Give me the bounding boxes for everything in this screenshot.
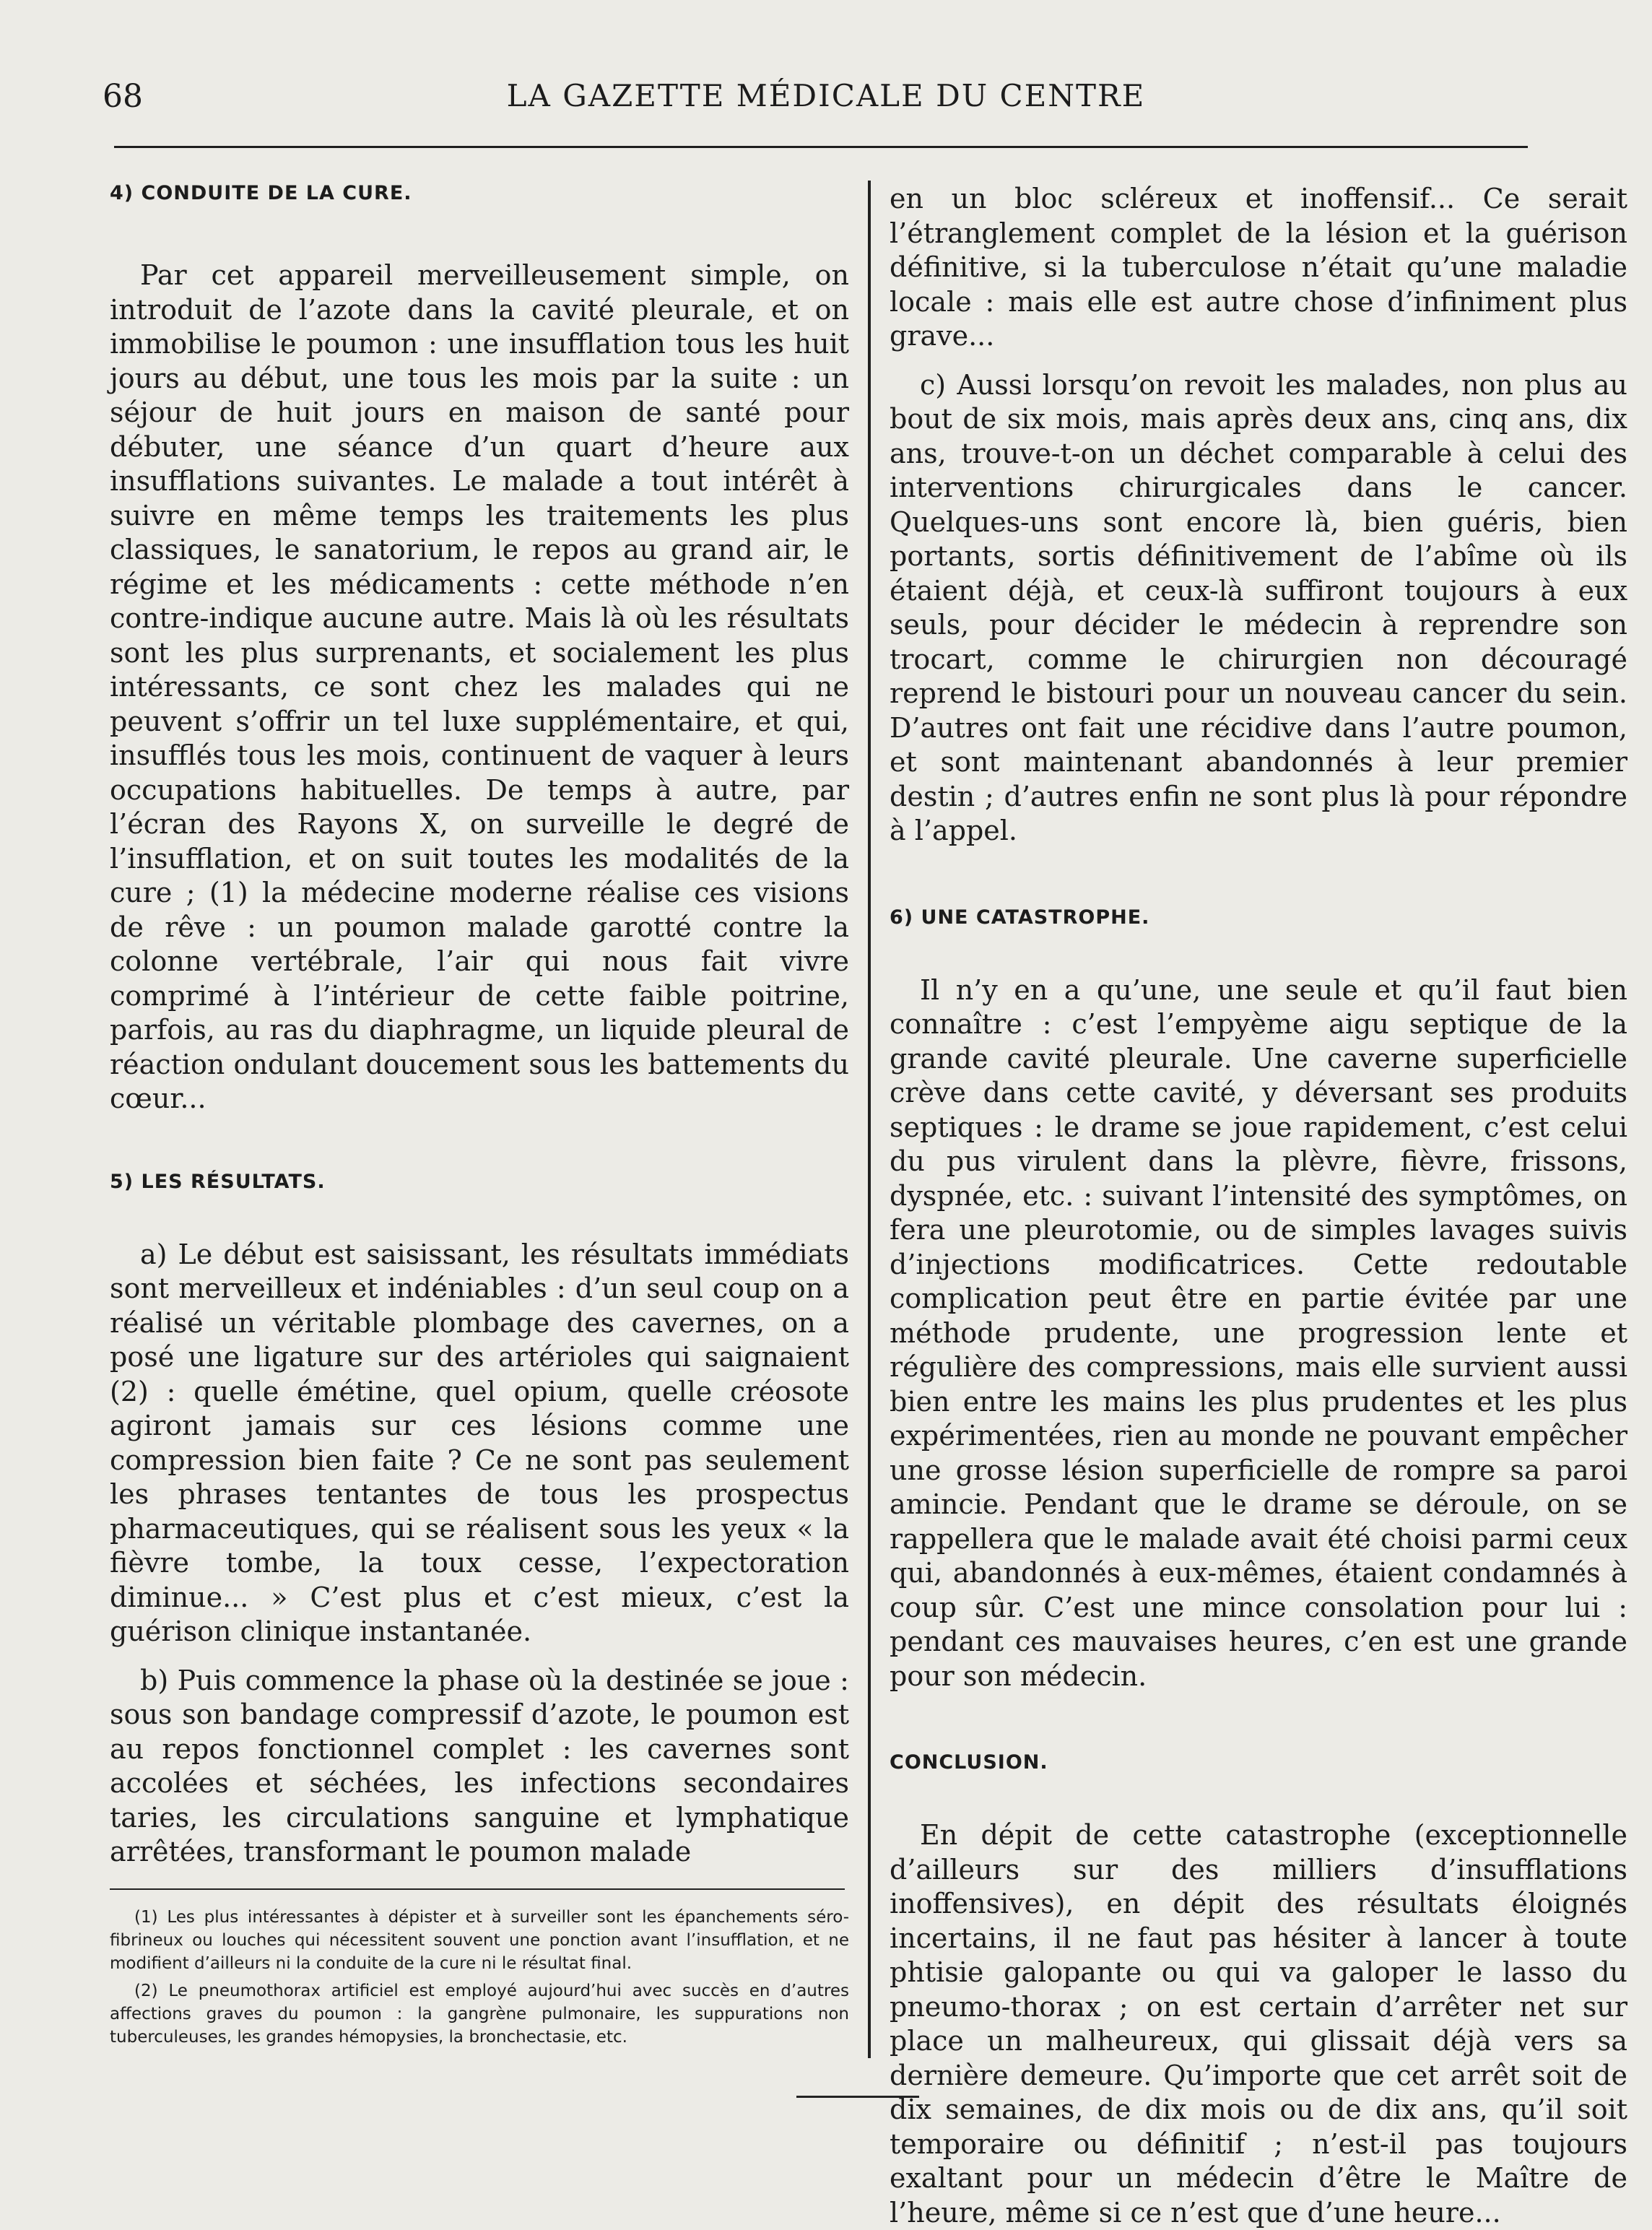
- paragraph-catastrophe: Il n’y en a qu’une, une seule et qu’il faut bien connaître : c’est l’empyème aigu septique de la grande cavité pleurale. Une caverne superficielle crève dans cette cavité, y déversant ses produits septiques : le drame se joue rapidement, c’est celui du pus virulent dans la plèvre, fièvre, frissons, dyspnée, etc. : suivant l’intensité des symptômes, on fera une pleurotomie, ou de simples lavages suivis d’injections modificatrices. Cette redoutable complication peut être en partie évitée par une méthode prudente, une progression lente et régulière des compressions, mais elle survient aussi bien entre les mains les plus prudentes et les plus expérimentées, rien au monde ne pouvant empêcher une grosse lésion superficielle de rompre sa paroi amincie. Pendant que le drame se déroule, on se rappellera que le malade avait été choisi parmi ceux qui, abandonnés à eux-mêmes, étaient condamnés à coup sûr. C’est une mince consolation pour lui : pendant ces mauvaises heures, c’en est une grande pour son médecin.: [890, 973, 1627, 1692]
- paragraph-conclusion: En dépit de cette catastrophe (exceptionnelle d’ailleurs sur des milliers d’insufflations inoffensives), en dépit des résultats éloignés incertains, il ne faut pas hésiter à lancer à toute phtisie galopante ou qui va galoper le lasso du pneumo-thorax ; on est certain d’arrêter net sur place un malheureux, qui glissait déjà vers sa dernière demeure. Qu’importe que cet arrêt soit de dix semaines, de dix mois ou de dix ans, qu’il soit temporaire ou définitif ; n’est-il pas toujours exaltant pour un médecin d’être le Maître de l’heure, même si ce n’est que d’une heure...: [890, 1819, 1627, 2229]
- running-title: LA GAZETTE MÉDICALE DU CENTRE: [506, 78, 1146, 113]
- page-number: 68: [103, 78, 143, 115]
- end-rule: [796, 2096, 919, 2098]
- footnote-2: (2) Le pneumothorax artificiel est employé aujourd’hui avec succès en d’autres affections graves du poumon : la gangrène pulmonaire, les suppurations non tuberculeuses, les grandes hémopysies, la bronchectasie, etc.: [110, 1981, 849, 2047]
- header-rule: [114, 146, 1528, 148]
- footnote-rule: [110, 1888, 845, 1890]
- page-header: [0, 78, 1652, 121]
- section-title-resultats: 5) LES RÉSULTATS.: [110, 1170, 326, 1193]
- footnote-1: (1) Les plus intéressantes à dépister et à surveiller sont les épanchements séro-fibrineux ou louches qui nécessitent souvent une ponction avant l’insufflation, et ne modifient d’ailleurs ni la conduite de la cure ni le résultat final.: [110, 1907, 849, 1973]
- paragraph-resultats-c: c) Aussi lorsqu’on revoit les malades, non plus au bout de six mois, mais après deux ans, cinq ans, dix ans, trouve-t-on un déchet comparable à celui des interventions chirurgicales dans le cancer. Quelques-uns sont encore là, bien guéris, bien portants, sortis définitivement de l’abîme où ils étaient déjà, et ceux-là suffiront toujours à eux seuls, pour décider le médecin à reprendre son trocart, comme le chirurgien non découragé reprend le bistouri pour un nouveau cancer du sein. D’autres ont fait une récidive dans l’autre poumon, et sont maintenant abandonnés à leur premier destin ; d’autres enfin ne sont plus là pour répondre à l’appel.: [890, 368, 1627, 846]
- paragraph-resultats-b: b) Puis commence la phase où la destinée se joue : sous son bandage compressif d’azote, le poumon est au repos fonctionnel complet : les cavernes sont accolées et séchées, les infections secondaires taries, les circulations sanguine et lymphatique arrêtées, transformant le poumon malade: [110, 1664, 849, 1867]
- right-column: [890, 182, 1627, 2230]
- column-rule: [868, 181, 871, 2058]
- paragraph-resultats-b-continued: en un bloc scléreux et inoffensif... Ce serait l’étranglement complet de la lésion et la guérison définitive, si la tuberculose n’était qu’une maladie locale : mais elle est autre chose d’infiniment plus grave...: [890, 183, 1627, 352]
- paragraph-resultats-a: a) Le début est saisissant, les résultats immédiats sont merveilleux et indéniables : d’un seul coup on a réalisé un véritable plombage des cavernes, on a posé une ligature sur des artérioles qui saignaient (2) : quelle émétine, quel opium, quelle créosote agiront jamais sur ces lésions comme une compression bien faite ? Ce ne sont pas seulement les phrases tentantes de tous les prospectus pharmaceutiques, qui se réalisent sous les yeux « la fièvre tombe, la toux cesse, l’expectoration diminue... » C’est plus et c’est mieux, c’est la guérison clinique instantanée.: [110, 1238, 849, 1647]
- section-title-conduite: 4) CONDUITE DE LA CURE.: [110, 182, 412, 204]
- section-title-conclusion: CONCLUSION.: [890, 1751, 1048, 1774]
- paragraph-conduite: Par cet appareil merveilleusement simple, on introduit de l’azote dans la cavité pleurale, et on immobilise le poumon : une insufflation tous les huit jours au début, une tous les mois par la suite : un séjour de huit jours en maison de santé pour débuter, une séance d’un quart d’heure aux insufflations suivantes. Le malade a tout intérêt à suivre en même temps les traitements les plus classiques, le sanatorium, le repos au grand air, le régime et les médicaments : cette méthode n’en contre-indique aucune autre. Mais là où les résultats sont les plus surprenants, et socialement les plus intéressants, ce sont chez les malades qui ne peuvent s’offrir un tel luxe supplémentaire, et qui, insufflés tous les mois, continuent de vaquer à leurs occupations habituelles. De temps à autre, par l’écran des Rayons X, on surveille le degré de l’insufflation, et on suit toutes les modalités de la cure ; (1) la médecine moderne réalise ces visions de rêve : un poumon malade garotté contre la colonne vertébrale, l’air qui nous fait vivre comprimé à l’intérieur de cette faible poitrine, parfois, au ras du diaphragme, un liquide pleural de réaction ondulant doucement sous les battements du cœur...: [110, 259, 849, 1114]
- left-column: [110, 182, 849, 2049]
- section-title-catastrophe: 6) UNE CATASTROPHE.: [890, 906, 1150, 929]
